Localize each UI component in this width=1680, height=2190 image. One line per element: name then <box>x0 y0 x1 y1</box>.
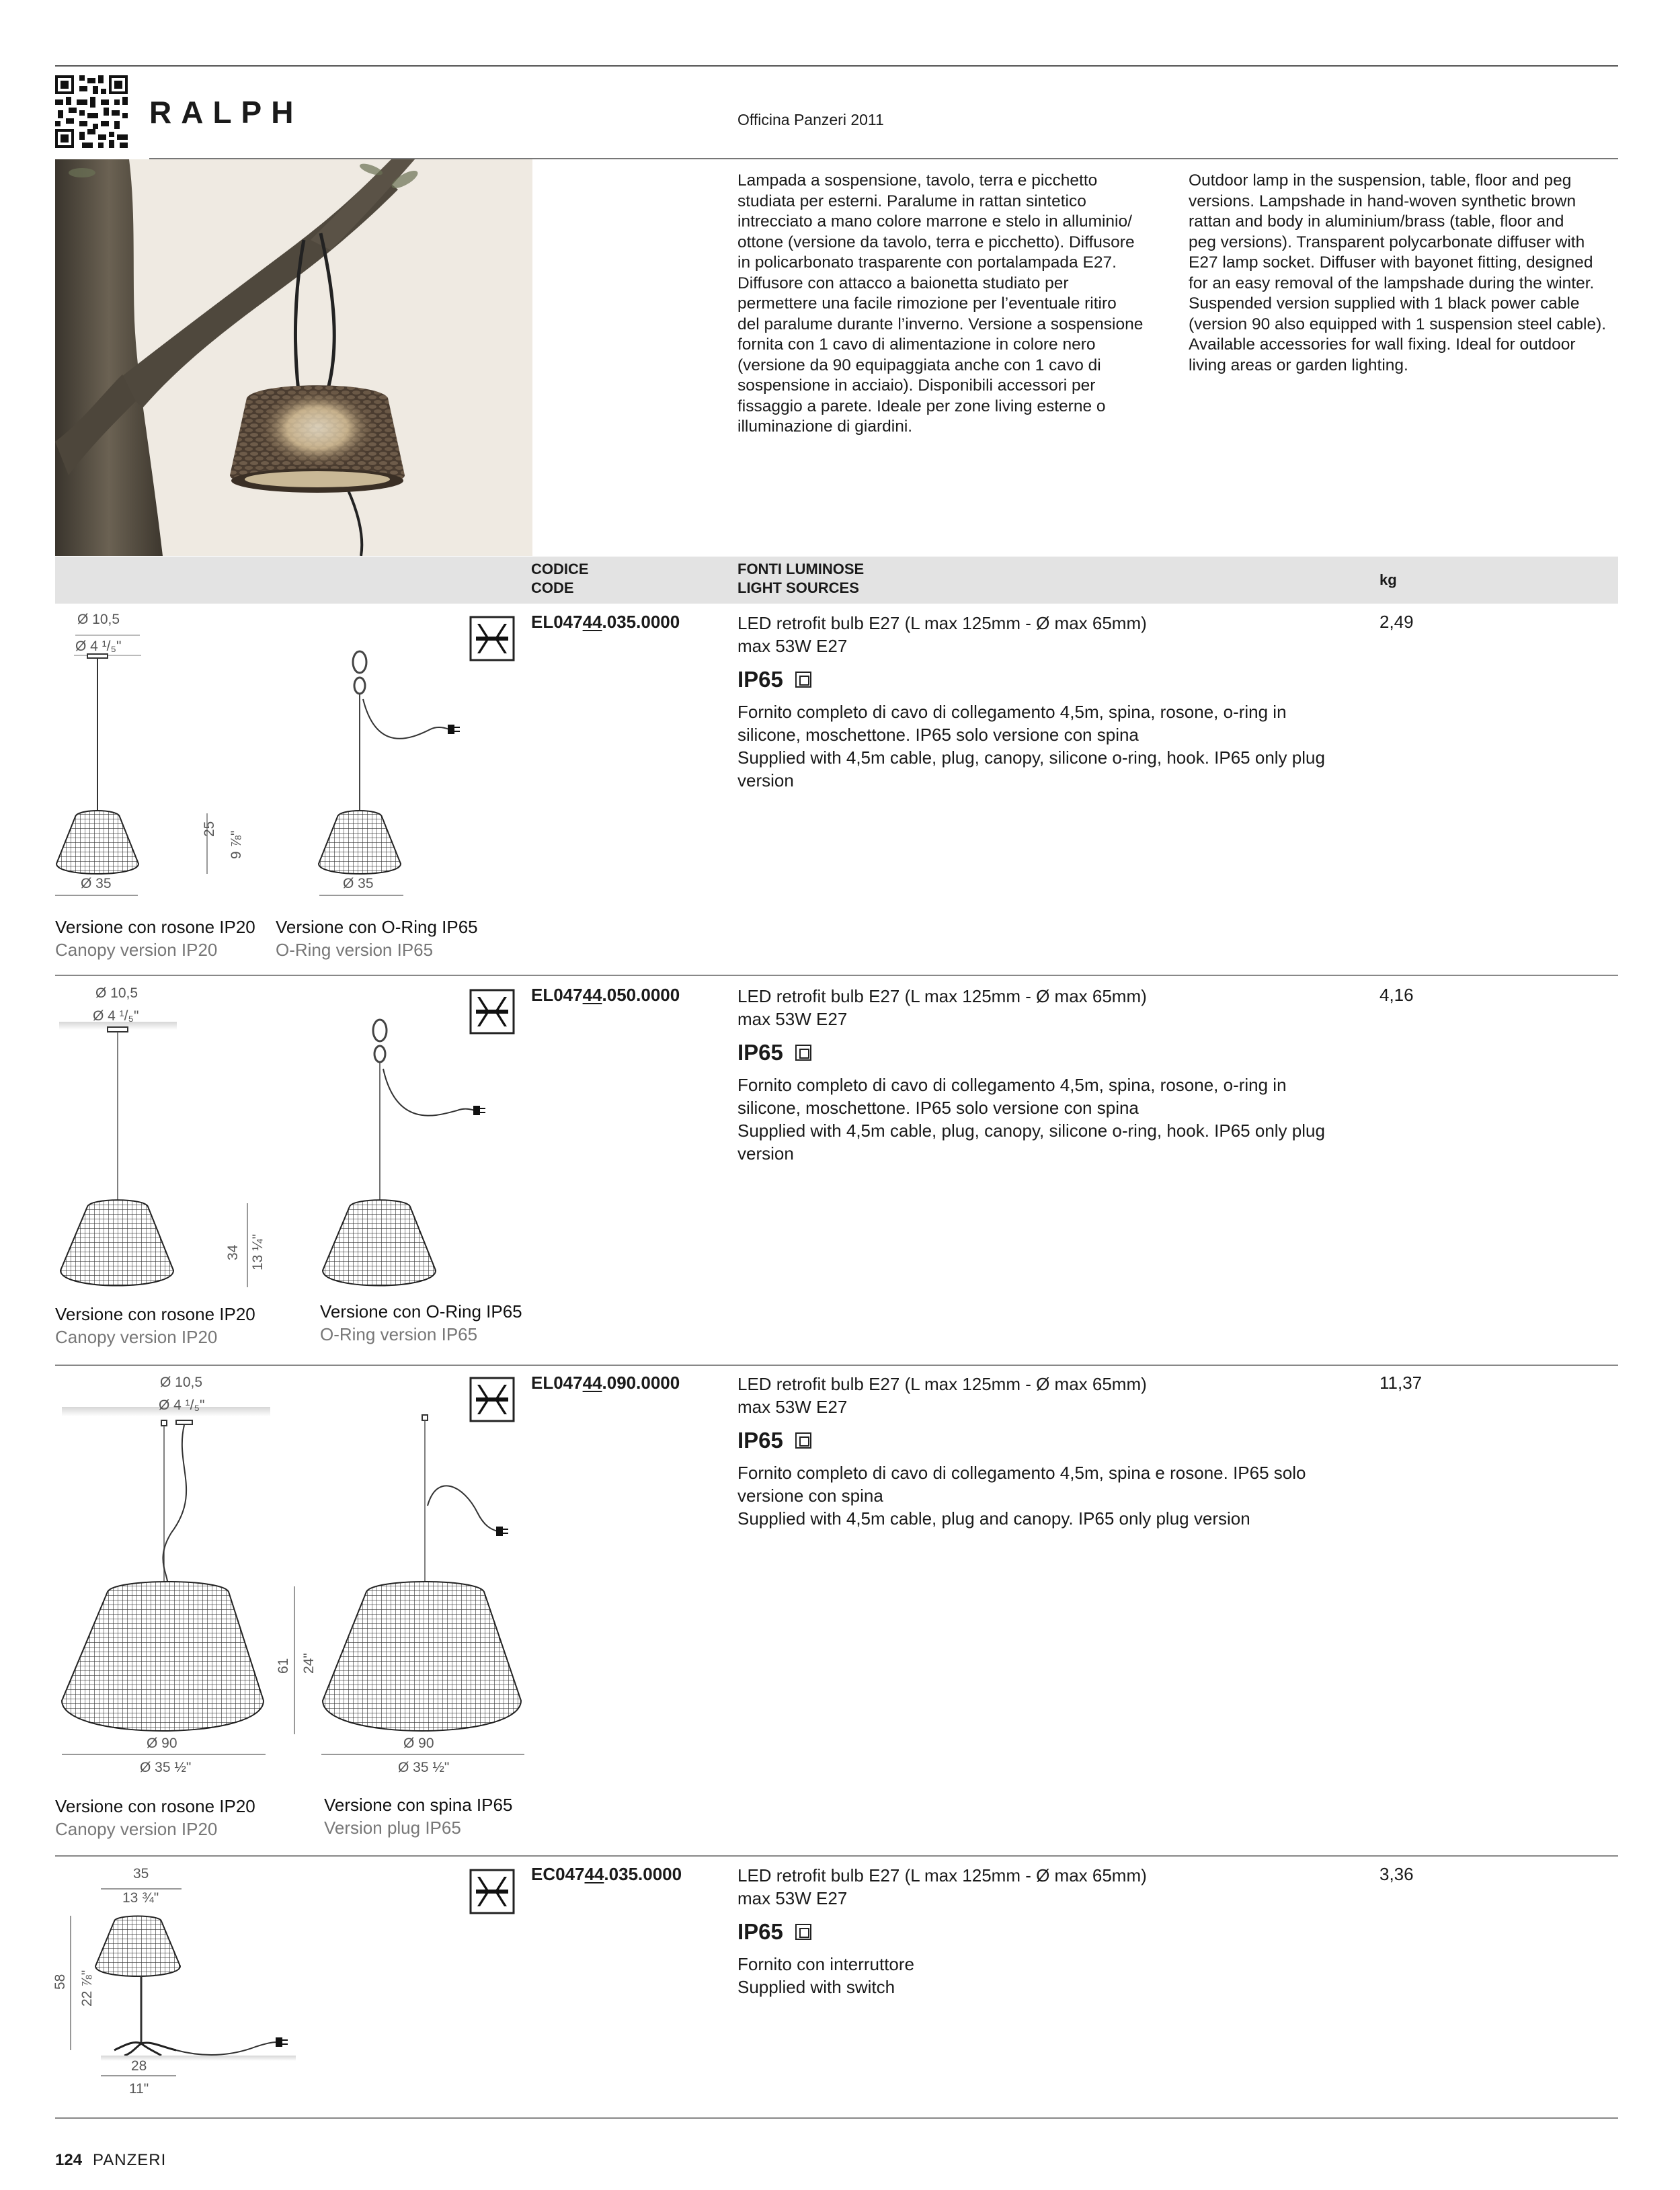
caption-oring-en: O-Ring version IP65 <box>276 940 434 960</box>
light-source: LED retrofit bulb E27 (L max 125mm - Ø max 65mm) max 53W E27 <box>737 613 1147 656</box>
description-line: intrecciato a mano colore marrone e stelo in alluminio/ <box>737 212 1132 231</box>
dimension-label: 24" <box>301 1653 317 1674</box>
page-number: 124 <box>55 2151 83 2169</box>
drawing-row2 <box>59 1020 485 1287</box>
product-title: RALPH <box>149 95 303 130</box>
dimension-label: 22 ⅞" <box>79 1970 95 2006</box>
description-line: Suspended version supplied with 1 black power cable <box>1189 294 1580 313</box>
dimension-label: Ø 4 ¹/₅" <box>159 1397 205 1413</box>
dimension-label: 9 ⅞" <box>229 830 244 859</box>
dimension-label: 61 <box>276 1658 291 1674</box>
dimension-label: Ø 4 ¹/₅" <box>75 635 140 655</box>
product-code: EL04744.050.0000 <box>531 985 680 1005</box>
description-line: illuminazione di giardini. <box>737 417 913 436</box>
dimension-label: Ø 35 ½" <box>398 1760 450 1775</box>
installation-symbol-icon <box>471 617 514 660</box>
supply-note: Fornito completo di cavo di collegamento 4,5m, spina, rosone, o-ring in silicone, moschettone. IP65 solo versione con spina Supplied with 4,5m cable, plug, canopy, silicone o-ring, hook. IP65 only plug version <box>737 702 1325 790</box>
column-code: CODICE CODE <box>531 561 589 596</box>
product-code: EL04744.035.0000 <box>531 612 680 632</box>
supply-note: Fornito con interruttore Supplied with switch <box>737 1954 915 1997</box>
dimension-label: Ø 90 <box>147 1736 177 1751</box>
dimension-label: Ø 10,5 <box>160 1375 203 1390</box>
description-line: E27 lamp socket. Diffuser with bayonet fitting, designed <box>1189 253 1593 272</box>
ip-rating: IP65 <box>737 1428 811 1453</box>
description-line: living areas or garden lighting. <box>1189 356 1408 374</box>
dimension-label: 11" <box>129 2081 149 2097</box>
description-line: ottone (versione da tavolo, terra e picchetto). Diffusore <box>737 233 1135 251</box>
caption-canopy-it: Versione con rosone IP20 <box>55 1304 255 1324</box>
column-weight: kg <box>1379 571 1397 588</box>
dimension-label: Ø 10,5 <box>95 985 138 1001</box>
weight-value: 4,16 <box>1379 985 1414 1005</box>
dimension-label: 34 <box>225 1244 241 1260</box>
brand-name: PANZERI <box>93 2151 167 2169</box>
supply-note: Fornito completo di cavo di collegamento 4,5m, spina, rosone, o-ring in silicone, moschettone. IP65 solo versione con spina Supplied with 4,5m cable, plug, canopy, silicone o-ring, hook. IP65 only plug version <box>737 1075 1325 1164</box>
product-code: EL04744.090.0000 <box>531 1373 680 1393</box>
description-line: Outdoor lamp in the suspension, table, floor and peg <box>1189 171 1572 190</box>
dimension-label: Ø 90 <box>403 1736 434 1751</box>
description-line: (versione da 90 equipaggiata anche con 1 cavo di <box>737 356 1101 374</box>
description-line: sospensione in acciaio). Disponibili accessori per <box>737 376 1096 395</box>
dimension-label: Ø 35 ½" <box>140 1760 192 1775</box>
dimension-label: 35 <box>133 1866 149 1881</box>
description-line: peg versions). Transparent polycarbonate diffuser with <box>1189 233 1585 251</box>
description-line: Diffusore con attacco a baionetta studiato per <box>737 274 1069 292</box>
installation-symbol-icon <box>471 990 514 1033</box>
installation-symbol-icon <box>471 1378 514 1421</box>
description-line: (version 90 also equipped with 1 suspension steel cable). <box>1189 315 1607 333</box>
ip-rating: IP65 <box>737 1040 811 1065</box>
caption-oring-it: Versione con O-Ring IP65 <box>320 1301 522 1322</box>
description-line: in policarbonato trasparente con portalampada E27. <box>737 253 1117 272</box>
description-line: for an easy removal of the lampshade during the winter. <box>1189 274 1595 292</box>
caption-canopy-en: Canopy version IP20 <box>55 940 218 960</box>
caption-canopy-en: Canopy version IP20 <box>55 1819 218 1839</box>
description-line: rattan and body in aluminium/brass (table, floor and <box>1189 212 1564 231</box>
description-line: permettere una facile rimozione per l’eventuale ritiro <box>737 294 1117 313</box>
dimension-label: 28 <box>131 2058 147 2074</box>
ip-rating: IP65 <box>737 667 811 692</box>
caption-oring-en: O-Ring version IP65 <box>320 1324 478 1344</box>
drawing-row1 <box>55 651 460 895</box>
caption-canopy-it: Versione con rosone IP20 <box>55 917 255 937</box>
description-line: fornita con 1 cavo di alimentazione in colore nero <box>737 335 1096 354</box>
description-line: del paralume durante l’inverno. Versione a sospensione <box>737 315 1144 333</box>
weight-value: 3,36 <box>1379 1864 1414 1884</box>
product-code: EC04744.035.0000 <box>531 1864 682 1884</box>
description-line: Available accessories for wall fixing. Ideal for outdoor <box>1189 335 1576 354</box>
light-source: LED retrofit bulb E27 (L max 125mm - Ø max 65mm) max 53W E27 <box>737 1865 1147 1908</box>
description-line: Lampada a sospensione, tavolo, terra e picchetto <box>737 171 1098 190</box>
column-light-sources: FONTI LUMINOSE LIGHT SOURCES <box>737 561 865 596</box>
dimension-label: Ø 35 <box>81 876 112 891</box>
caption-oring-it: Versione con O-Ring IP65 <box>276 917 478 937</box>
dimension-label: Ø 35 <box>343 876 374 891</box>
caption-canopy-en: Canopy version IP20 <box>55 1327 218 1347</box>
installation-symbol-icon <box>471 1870 514 1913</box>
description-line: studiata per esterni. Paralume in rattan sintetico <box>737 192 1086 210</box>
supply-note: Fornito completo di cavo di collegamento 4,5m, spina e rosone. IP65 solo versione con spina Supplied with 4,5m cable, plug and canopy. IP65 only plug version <box>737 1463 1306 1529</box>
dimension-label: Ø 4 ¹/₅" <box>93 1008 139 1024</box>
dimension-label: 13 ¾" <box>122 1890 159 1906</box>
dimension-label: Ø 10,5 <box>77 612 120 627</box>
drawing-row3 <box>62 1407 524 1754</box>
caption-canopy-it: Versione con rosone IP20 <box>55 1796 255 1816</box>
light-source: LED retrofit bulb E27 (L max 125mm - Ø max 65mm) max 53W E27 <box>737 1374 1147 1417</box>
dimension-label: 58 <box>52 1974 68 1990</box>
weight-value: 2,49 <box>1379 612 1414 632</box>
light-source: LED retrofit bulb E27 (L max 125mm - Ø max 65mm) max 53W E27 <box>737 986 1147 1029</box>
caption-plug-en: Version plug IP65 <box>324 1818 461 1838</box>
ip-rating: IP65 <box>737 1919 811 1945</box>
caption-plug-it: Versione con spina IP65 <box>324 1795 513 1815</box>
dimension-label: 13 ¼" <box>250 1233 266 1270</box>
description-line: versions. Lampshade in hand-woven synthetic brown <box>1189 192 1576 210</box>
designer-credit: Officina Panzeri 2011 <box>737 111 884 128</box>
drawing-row4 <box>71 1889 296 2076</box>
description-line: fissaggio a parete. Ideale per zone living esterne o <box>737 397 1106 415</box>
dimension-label: 25 <box>202 821 217 837</box>
weight-value: 11,37 <box>1379 1373 1423 1393</box>
